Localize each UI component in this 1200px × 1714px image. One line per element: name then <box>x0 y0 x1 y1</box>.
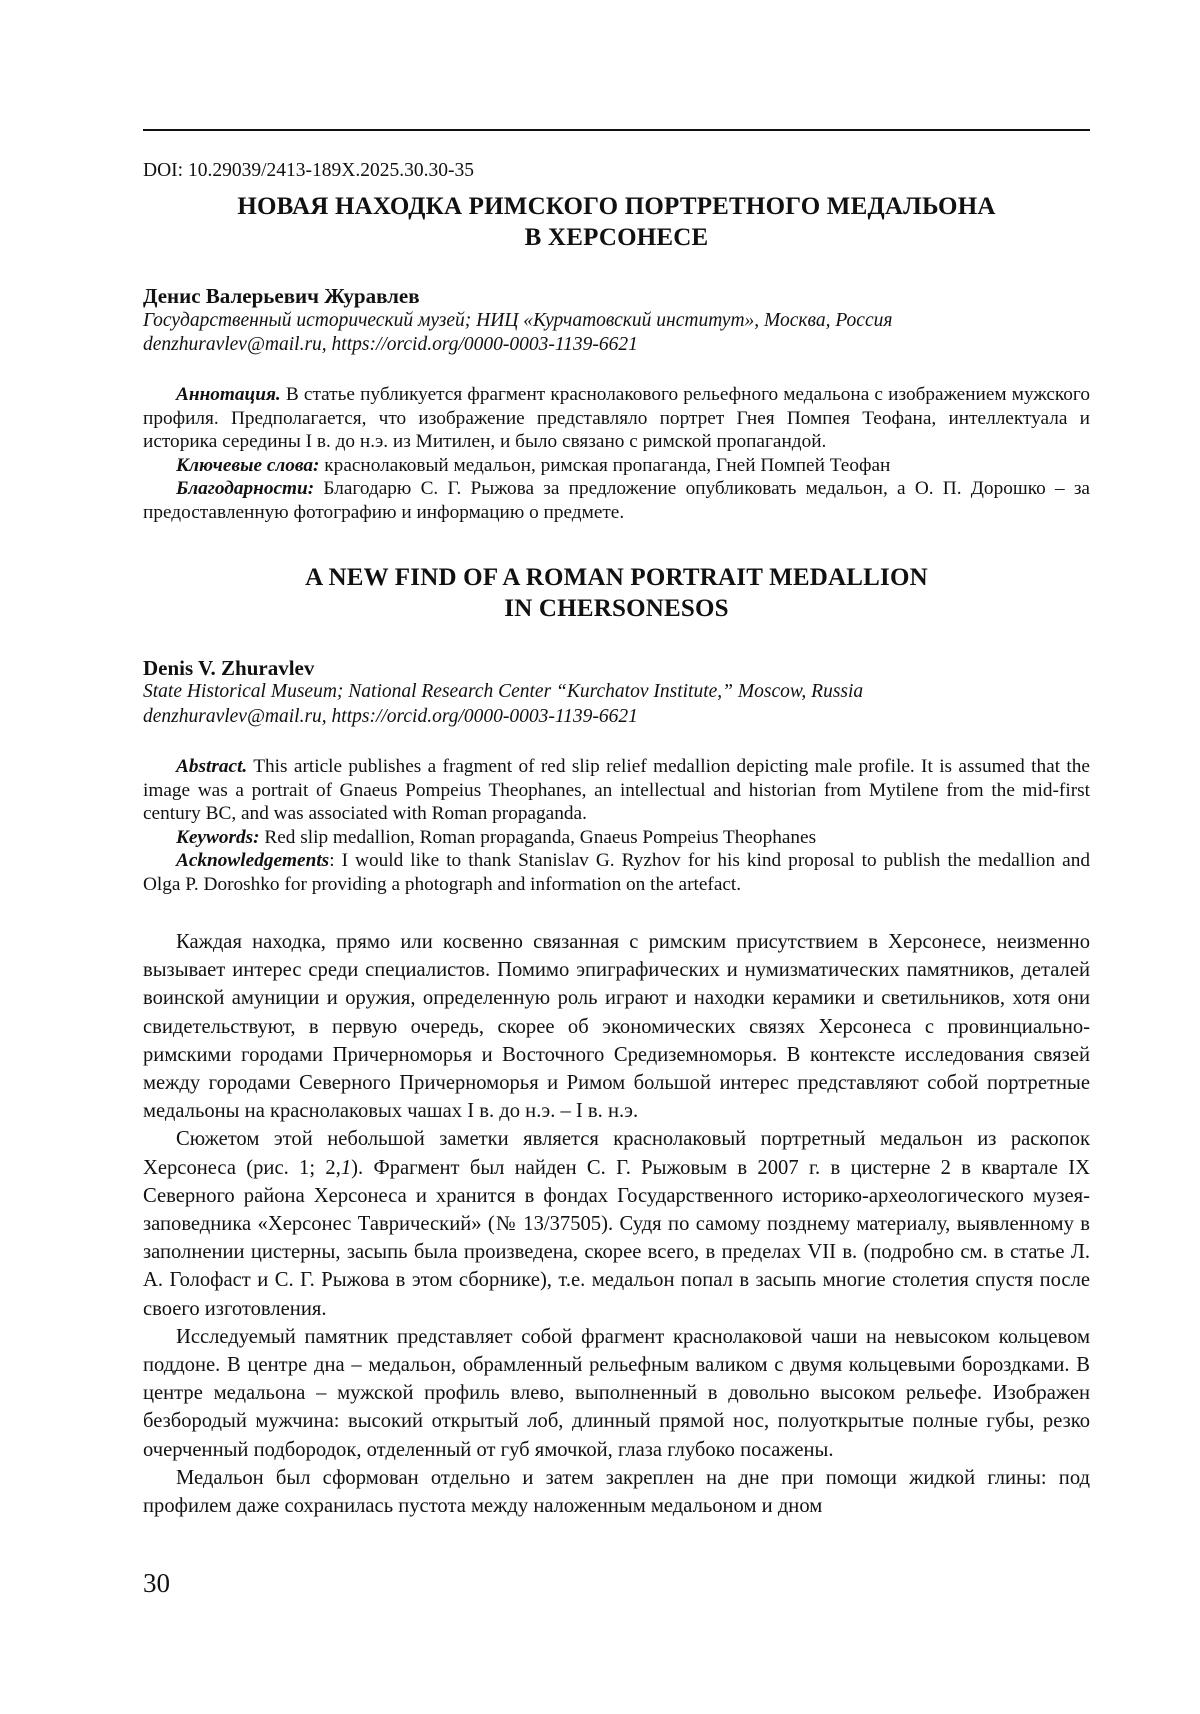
doi: DOI: 10.29039/2413-189X.2025.30.30-35 <box>143 160 474 181</box>
body-paragraph-2 <box>143 1125 1090 1322</box>
en-title-line-1: A NEW FIND OF A ROMAN PORTRAIT MEDALLION <box>305 564 928 591</box>
header-rule <box>143 129 1090 131</box>
en-affiliation: State Historical Museum; National Research Center “Kurchatov Institute,” Moscow, Russia <box>143 681 864 702</box>
ru-keywords-text: краснолаковый медальон, римская пропаганда, Гней Помпей Теофан <box>319 454 891 476</box>
ru-abstract-block <box>143 383 1090 524</box>
ru-thanks-label: Благодарности: <box>176 478 315 499</box>
en-keywords <box>143 826 1090 850</box>
ru-title <box>143 191 1090 253</box>
body-paragraph-1: Каждая находка, прямо или косвенно связанная с римским присутствием в Херсонесе, неизменно вызывает интерес среди специалистов. Помимо эпиграфических и нумизматических памятников, деталей воинской амуниции и оружия, определенную роль играют и находки керамики и светильников, хотя они свидетельствуют, в первую очередь, скорее об экономических связях Херсонеса с провинциально-римскими городами Причерноморья и Восточного Средиземноморья. В контексте исследования связей между городами Северного Причерноморья и Римом большой интерес представляют собой портретные медальоны на краснолаковых чашах I в. до н.э. – I в. н.э. <box>143 931 1090 1123</box>
en-abstract-block <box>143 755 1090 896</box>
body-paragraph-2-part-b: ). Фрагмент был найден С. Г. Рыжовым в 2007 г. в цистерне 2 в квартале IX Северного района Херсонеса и хранится в фондах Государственного историко-археологического музея-заповедника «Херсонес Таврический» (№ 13/37505). Судя по самому позднему материалу, выявленному в заполнении цистерны, засыпь была произведена, скорее всего, в пределах VII в. (подробно см. в статье Л. А. Голофаст и С. Г. Рыжова в этом сборнике), т.е. медальон попал в засыпь многие столетия спустя после своего изготовления. <box>143 1156 1090 1320</box>
en-abstract-text: This article publishes a fragment of red slip relief medallion depicting male profile. It is assumed that the image was a portrait of Gnaeus Pompeius Theophanes, an intellectual and historian from Mytilene from the mid-first century BC, and was associated with Roman propaganda. <box>143 756 1090 824</box>
en-keywords-label: Keywords: <box>176 826 260 848</box>
en-author: Denis V. Zhuravlev <box>143 656 315 680</box>
ru-thanks-text: Благодарю С. Г. Рыжова за предложение опубликовать медальон, а О. П. Дорошко – за предоставленную фотографию и информацию о предмете. <box>143 478 1090 523</box>
figure-reference: 1 <box>340 1156 352 1179</box>
en-acknowledgements <box>143 849 1090 896</box>
ru-abstract-text: В статье публикуется фрагмент краснолакового рельефного медальона с изображением мужского профиля. Предполагается, что изображение представляло портрет Гнея Помпея Теофана, интеллектуала и историка середины I в. до н.э. из Митилен, и было связано с римской пропагандой. <box>143 384 1090 452</box>
body-paragraph-3: Исследуемый памятник представляет собой фрагмент краснолаковой чаши на невысоком кольцевом поддоне. В центре дна – медальон, обрамленный рельефным валиком с двумя кольцевыми бороздками. В центре медальона – мужской профиль влево, выполненный в довольно высоком рельефе. Изображен безбородый мужчина: высокий открытый лоб, длинный прямой нос, полуоткрытые полные губы, резко очерченный подбородок, отделенный от губ ямочкой, глаза глубоко посажены. <box>143 1325 1090 1461</box>
ru-keywords-label: Ключевые слова: <box>176 454 320 476</box>
en-abstract <box>143 755 1090 826</box>
ru-keywords <box>143 454 1090 478</box>
en-acknowledgements-text: : I would like to thank Stanislav G. Ryzhov for his kind proposal to publish the medallion and Olga P. Doroshko for providing a photograph and information on the artefact. <box>143 850 1090 895</box>
ru-affiliation: Государственный исторический музей; НИЦ «Курчатовский институт», Москва, Россия <box>143 310 893 331</box>
body-paragraph-2-part-a: Сюжетом этой небольшой заметки является краснолаковый портретный медальон из раскопок Херсонеса (рис. 1; 2, <box>143 1128 1090 1179</box>
en-acknowledgements-label: Acknowledgements <box>176 850 330 871</box>
en-contact: denzhuravlev@mail.ru, https://orcid.org/0000-0003-1139-6621 <box>143 706 638 727</box>
body-text <box>143 928 1090 1520</box>
ru-contact: denzhuravlev@mail.ru, https://orcid.org/0000-0003-1139-6621 <box>143 334 638 355</box>
en-title-line-2: IN CHERSONESOS <box>504 595 729 622</box>
body-paragraph-4: Медальон был сформован отдельно и затем закреплен на дне при помощи жидкой глины: под профилем даже сохранилась пустота между наложенным медальоном и дном <box>143 1466 1090 1518</box>
en-title <box>143 562 1090 624</box>
en-keywords-text: Red slip medallion, Roman propaganda, Gnaeus Pompeius Theophanes <box>259 826 817 848</box>
ru-thanks <box>143 477 1090 524</box>
en-abstract-label: Abstract. <box>176 756 248 777</box>
ru-author: Денис Валерьевич Журавлев <box>143 284 420 308</box>
page-number: 30 <box>143 1568 170 1598</box>
ru-abstract <box>143 383 1090 454</box>
ru-abstract-label: Аннотация. <box>176 384 281 405</box>
ru-title-line-1: НОВАЯ НАХОДКА РИМСКОГО ПОРТРЕТНОГО МЕДАЛЬОНА <box>237 193 996 220</box>
ru-title-line-2: В ХЕРСОНЕСЕ <box>524 224 709 251</box>
